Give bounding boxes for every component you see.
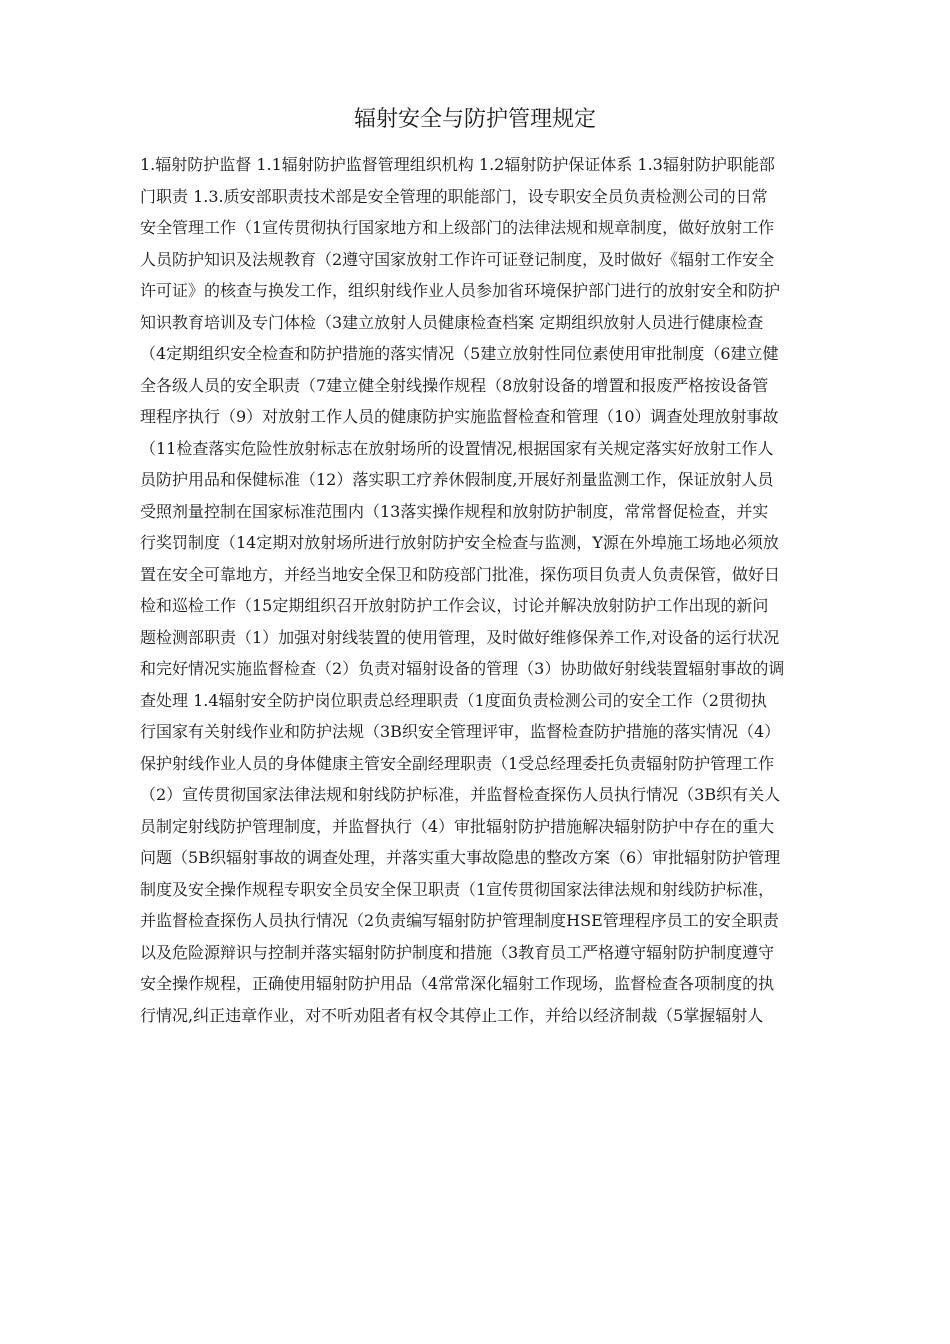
body-line: 理程序执行（9）对放射工作人员的健康防护实施监督检查和管理（10）调查处理放射事故 — [140, 407, 779, 426]
body-line: 置在安全可靠地方，并经当地安全保卫和防疫部门批准，探伤项目负责人负责保管，做好日 — [140, 564, 781, 584]
body-line: （2）宣传贯彻国家法律法规和射线防护标准，并监督检查探伤人员执行情况（3B织有关人 — [140, 785, 781, 804]
body-line: 安全操作规程，正确使用辐射防护用品（4常常深化辐射工作现场，监督检查各项制度的执 — [140, 974, 775, 993]
body-line: 人员防护知识及法规教育（2遵守国家放射工作许可证登记制度，及时做好《辐射工作安全 — [140, 249, 775, 269]
body-line: 知识教育培训及专门体检（3建立放射人员健康检查档案 定期组织放射人员进行健康检查 — [140, 312, 764, 332]
body-line: 问题（5B织辐射事故的调查处理，并落实重大事故隐患的整改方案（6）审批辐射防护管理 — [140, 848, 781, 867]
body-line: 全各级人员的安全职责（7建立健全射线操作规程（8放射设备的增置和报废严格按设备管 — [140, 375, 769, 395]
body-line: 并监督检查探伤人员执行情况（2负责编写辐射防护管理制度HSE管理程序员工的安全职责 — [140, 911, 779, 930]
body-line: 检和巡检工作（15定期组织召开放射防护工作会议，讨论并解决放射防护工作出现的新问 — [140, 596, 769, 615]
document-title: 辐射安全与防护管理规定 — [353, 107, 596, 132]
body-line: 安全管理工作（1宣传贯彻执行国家地方和上级部门的法律法规和规章制度，做好放射工作 — [140, 218, 775, 237]
document-body — [140, 149, 824, 1031]
body-line: 许可证》的核查与换发工作，组织射线作业人员参加省环境保护部门进行的放射安全和防护 — [140, 281, 781, 300]
body-line: 行国家有关射线作业和防护法规（3B织安全管理评审，监督检查防护措施的落实情况（4） — [140, 722, 781, 741]
body-line: 以及危险源辩识与控制并落实辐射防护制度和措施（3教育员工严格遵守辐射防护制度遵守 — [140, 942, 775, 962]
body-line: 和完好情况实施监督检查（2）负责对辐射设备的管理（3）协助做好射线装置辐射事故的调 — [140, 659, 785, 678]
body-line: 1.辐射防护监督 1.1辐射防护监督管理组织机构 1.2辐射防护保证体系 1.3辐射防护职能部 — [140, 155, 775, 174]
body-line: 门职责 1.3.质安部职责技术部是安全管理的职能部门，设专职安全员负责检测公司的日常 — [140, 186, 768, 206]
body-line: （4定期组织安全检查和防护措施的落实情况（5建立放射性同位素使用审批制度（6建立健 — [140, 344, 779, 363]
body-line: 查处理 1.4辐射安全防护岗位职责总经理职责（1度面负责检测公司的安全工作（2贯彻执 — [140, 690, 767, 710]
body-line: 受照剂量控制在国家标准范围内（13落实操作规程和放射防护制度，常常督促检查，并实 — [140, 501, 769, 521]
body-line: 制度及安全操作规程专职安全员安全保卫职责（1宣传贯彻国家法律法规和射线防护标准， — [140, 879, 775, 899]
body-line: 题检测部职责（1）加强对射线装置的使用管理，及时做好维修保养工作,对设备的运行状况 — [140, 627, 780, 647]
body-line: 行奖罚制度（14定期对放射场所进行放射防护安全检查与监测，Y源在外埠施工场地必须放 — [140, 533, 779, 552]
body-line: 保护射线作业人员的身体健康主管安全副经理职责（1受总经理委托负责辐射防护管理工作 — [140, 753, 775, 773]
body-line: 行情况,纠正违章作业，对不听劝阻者有权令其停止工作，并给以经济制裁（5掌握辐射人 — [140, 1005, 764, 1025]
body-line: 员制定射线防护管理制度，并监督执行（4）审批辐射防护措施解决辐射防护中存在的重大 — [140, 816, 775, 836]
body-line: 员防护用品和保健标准（12）落实职工疗养休假制度,开展好剂量监测工作，保证放射人员 — [140, 470, 774, 489]
body-line: （11检查落实危险性放射标志在放射场所的设置情况,根据国家有关规定落实好放射工作人 — [140, 438, 774, 458]
